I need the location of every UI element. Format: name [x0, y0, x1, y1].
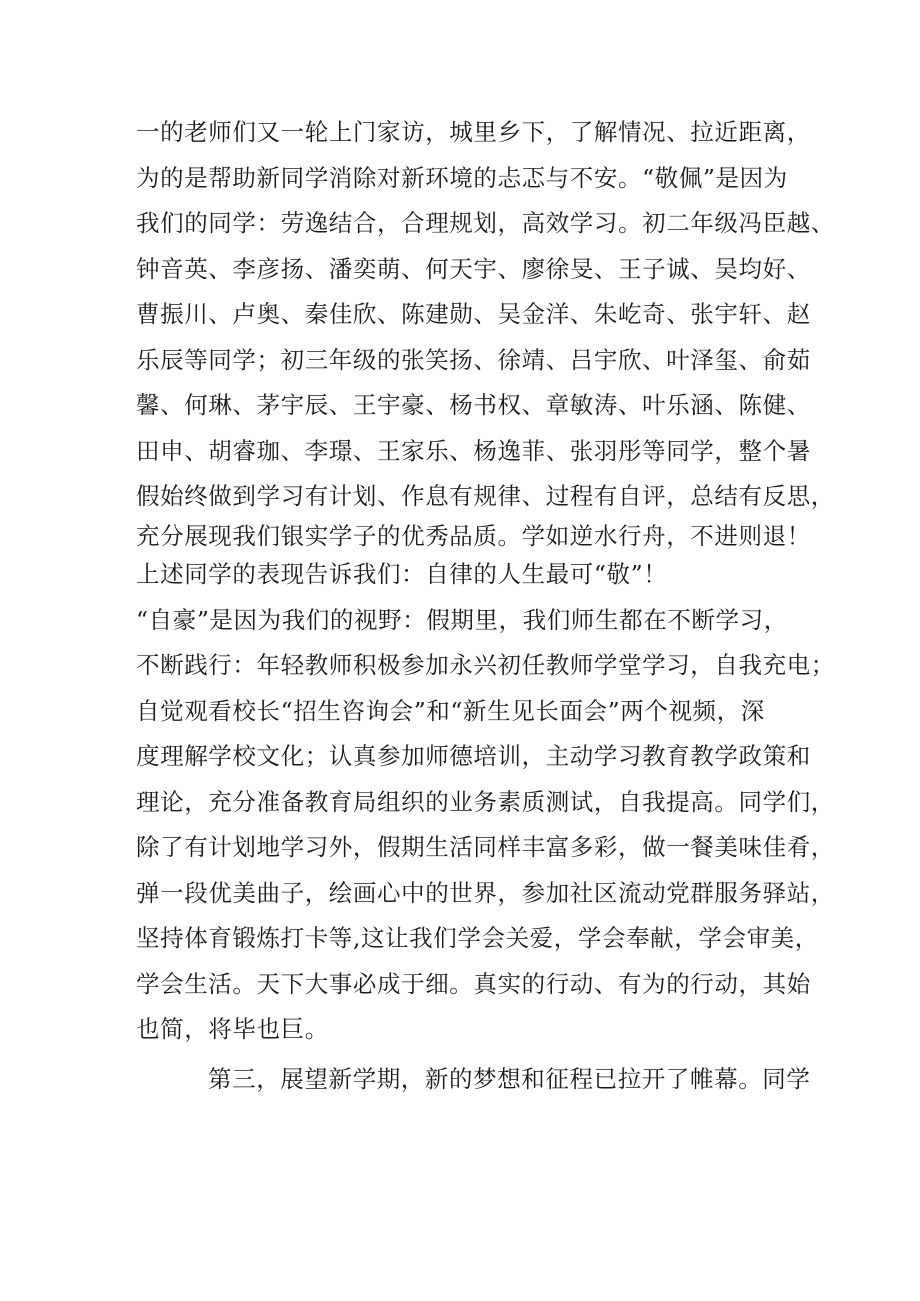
text-line: 理论，充分准备教育局组织的业务素质测试，自我提高。同学们，: [136, 787, 835, 816]
text-line: 上述同学的表现告诉我们：自律的人生最可“敬”！: [136, 560, 668, 588]
paragraph-start-line: 第三，展望新学期，新的梦想和征程已拉开了帷幕。同学: [208, 1064, 811, 1093]
text-line: 不断践行：年轻教师积极参加永兴初任教师学堂学习，自我充电；: [136, 651, 835, 679]
text-line: 除了有计划地学习外，假期生活同样丰富多彩，做一餐美味佳肴，: [136, 833, 835, 861]
body-text: [136, 110, 835, 1105]
text-line: 自觉观看校长“招生咨询会”和“新生见长面会”两个视频，深: [136, 696, 765, 725]
text-line: 我们的同学：劳逸结合，合理规划，高效学习。初二年级冯臣越、: [136, 209, 835, 237]
text-line: 乐辰等同学；初三年级的张笑扬、徐靖、吕宇欣、叶泽玺、俞茹: [136, 345, 811, 374]
text-line: 坚持体育锻炼打卡等,这让我们学会关爱，学会奉献，学会审美，: [136, 924, 819, 952]
text-line: “自豪”是因为我们的视野：假期里，我们师生都在不断学习，: [136, 605, 788, 634]
text-line: 弹一段优美曲子，绘画心中的世界，参加社区流动党群服务驿站，: [136, 878, 835, 907]
text-line: 也简，将毕也巨。: [136, 1015, 329, 1043]
text-line: 田申、胡睿珈、李璟、王家乐、杨逸菲、张羽彤等同学，整个暑: [136, 436, 811, 465]
text-line: 学会生活。天下大事必成于细。真实的行动、有为的行动，其始: [136, 969, 811, 998]
text-line: 钟音英、李彦扬、潘奕萌、何天宇、廖徐旻、王子诚、吴均好、: [136, 254, 811, 283]
text-line: 度理解学校文化；认真参加师德培训，主动学习教育教学政策和: [136, 742, 811, 770]
text-line: 假始终做到学习有计划、作息有规律、过程有自评，总结有反思，: [136, 482, 835, 510]
text-line: 曹振川、卢奥、秦佳欣、陈建勋、吴金洋、朱屹奇、张宇轩、赵: [136, 300, 811, 328]
text-line: 为的是帮助新同学消除对新环境的忐忑与不安。“敬佩”是因为: [136, 163, 788, 192]
text-line: 馨、何琳、茅宇辰、王宇豪、杨书权、章敏涛、叶乐涵、陈健、: [136, 391, 811, 419]
text-line: 一的老师们又一轮上门家访，城里乡下，了解情况、拉近距离，: [136, 118, 811, 146]
text-line: 充分展现我们银实学子的优秀品质。学如逆水行舟，不进则退！: [136, 521, 811, 550]
